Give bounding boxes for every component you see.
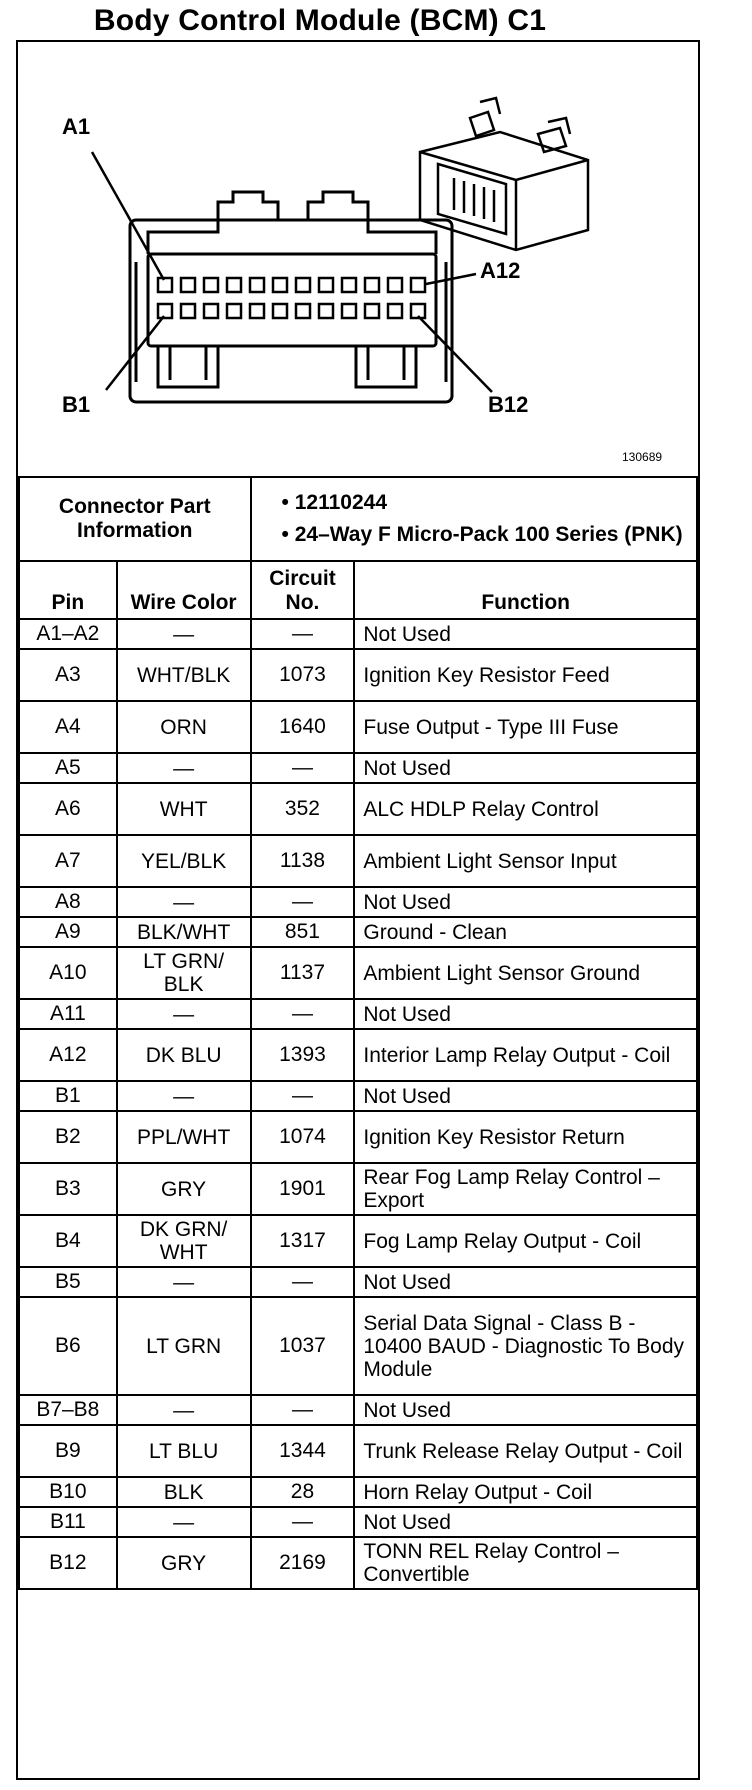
cell-function: Rear Fog Lamp Relay Control – Export xyxy=(354,1163,697,1215)
pin-cavities xyxy=(158,278,425,318)
cell-pin: B10 xyxy=(19,1477,117,1507)
label-b1: B1 xyxy=(62,392,91,417)
connector-type: • 24–Way F Micro-Pack 100 Series (PNK) xyxy=(281,523,683,546)
cell-circuit: 851 xyxy=(251,917,355,947)
cell-circuit: — xyxy=(251,753,355,783)
col-wire-color: Wire Color xyxy=(117,561,251,619)
cell-circuit: 1317 xyxy=(251,1215,355,1267)
connector-sheet xyxy=(16,40,700,1780)
cell-circuit: — xyxy=(251,1507,355,1537)
cell-pin: A5 xyxy=(19,753,117,783)
cell-circuit: 1393 xyxy=(251,1029,355,1081)
page-title: Body Control Module (BCM) C1 xyxy=(93,4,547,37)
cell-wire-color: BLK xyxy=(117,1477,251,1507)
table-row xyxy=(19,1507,697,1537)
connector-iso-icon xyxy=(420,98,588,250)
table-row xyxy=(19,887,697,917)
cell-pin: B11 xyxy=(19,1507,117,1537)
cell-circuit: — xyxy=(251,1395,355,1425)
cell-function: Not Used xyxy=(354,619,697,649)
table-row xyxy=(19,619,697,649)
cell-circuit: 1074 xyxy=(251,1111,355,1163)
cell-pin: B3 xyxy=(19,1163,117,1215)
cell-wire-color: GRY xyxy=(117,1537,251,1589)
cell-pin: A1–A2 xyxy=(19,619,117,649)
cell-circuit: — xyxy=(251,1267,355,1297)
cell-pin: A3 xyxy=(19,649,117,701)
cell-function: Fuse Output - Type III Fuse xyxy=(354,701,697,753)
table-row xyxy=(19,701,697,753)
cell-pin: B4 xyxy=(19,1215,117,1267)
cell-function: Not Used xyxy=(354,753,697,783)
cell-wire-color: — xyxy=(117,887,251,917)
pinout-rows xyxy=(19,619,697,1589)
cell-wire-color: WHT xyxy=(117,783,251,835)
table-row xyxy=(19,1425,697,1477)
table-row xyxy=(19,649,697,701)
cell-pin: A7 xyxy=(19,835,117,887)
cell-wire-color: LT GRN/ BLK xyxy=(117,947,251,999)
cell-function: Fog Lamp Relay Output - Coil xyxy=(354,1215,697,1267)
cell-function: Horn Relay Output - Coil xyxy=(354,1477,697,1507)
connector-info-values xyxy=(251,477,697,561)
cell-function: Not Used xyxy=(354,1507,697,1537)
table-row xyxy=(19,753,697,783)
table-row xyxy=(19,1111,697,1163)
cell-wire-color: LT BLU xyxy=(117,1425,251,1477)
table-row xyxy=(19,1029,697,1081)
cell-pin: A12 xyxy=(19,1029,117,1081)
cell-function: Serial Data Signal - Class B - 10400 BAUD - Diagnostic To Body Module xyxy=(354,1297,697,1395)
cell-pin: A8 xyxy=(19,887,117,917)
label-a1: A1 xyxy=(62,114,91,139)
cell-wire-color: — xyxy=(117,1081,251,1111)
cell-wire-color: GRY xyxy=(117,1163,251,1215)
cell-circuit: — xyxy=(251,1081,355,1111)
cell-wire-color: WHT/BLK xyxy=(117,649,251,701)
cell-circuit: — xyxy=(251,887,355,917)
cell-pin: B6 xyxy=(19,1297,117,1395)
cell-function: Ignition Key Resistor Feed xyxy=(354,649,697,701)
cell-function: TONN REL Relay Control – Convertible xyxy=(354,1537,697,1589)
cell-function: Interior Lamp Relay Output - Coil xyxy=(354,1029,697,1081)
cell-function: Not Used xyxy=(354,1267,697,1297)
cell-function: Not Used xyxy=(354,887,697,917)
col-pin: Pin xyxy=(19,561,117,619)
cell-wire-color: LT GRN xyxy=(117,1297,251,1395)
table-row xyxy=(19,835,697,887)
cell-function: Ambient Light Sensor Input xyxy=(354,835,697,887)
cell-function: Trunk Release Relay Output - Coil xyxy=(354,1425,697,1477)
cell-wire-color: — xyxy=(117,619,251,649)
table-row xyxy=(19,1297,697,1395)
cell-wire-color: YEL/BLK xyxy=(117,835,251,887)
pinout-table xyxy=(18,476,698,1590)
cell-pin: A11 xyxy=(19,999,117,1029)
connector-info-row xyxy=(19,477,697,561)
cell-wire-color: — xyxy=(117,999,251,1029)
cell-pin: A10 xyxy=(19,947,117,999)
cell-circuit: — xyxy=(251,999,355,1029)
cell-circuit: 1640 xyxy=(251,701,355,753)
table-row xyxy=(19,1163,697,1215)
cell-circuit: 1344 xyxy=(251,1425,355,1477)
cell-wire-color: — xyxy=(117,1267,251,1297)
cell-circuit: 2169 xyxy=(251,1537,355,1589)
connector-diagram xyxy=(18,42,698,478)
cell-circuit: — xyxy=(251,619,355,649)
cell-function: Not Used xyxy=(354,999,697,1029)
cell-function: Ambient Light Sensor Ground xyxy=(354,947,697,999)
table-row xyxy=(19,1395,697,1425)
connector-info-label: Connector Part Information xyxy=(19,477,251,561)
cell-wire-color: ORN xyxy=(117,701,251,753)
connector-face-drawing xyxy=(18,42,698,476)
table-row xyxy=(19,947,697,999)
figure-ref-number: 130689 xyxy=(622,450,663,464)
table-row xyxy=(19,1267,697,1297)
table-row xyxy=(19,1537,697,1589)
cell-pin: B5 xyxy=(19,1267,117,1297)
cell-function: Ignition Key Resistor Return xyxy=(354,1111,697,1163)
cell-pin: B7–B8 xyxy=(19,1395,117,1425)
cell-wire-color: PPL/WHT xyxy=(117,1111,251,1163)
cell-function: ALC HDLP Relay Control xyxy=(354,783,697,835)
cell-wire-color: — xyxy=(117,1395,251,1425)
part-number: • 12110244 xyxy=(281,491,387,514)
label-a12: A12 xyxy=(480,258,521,283)
cell-circuit: 352 xyxy=(251,783,355,835)
cell-wire-color: BLK/WHT xyxy=(117,917,251,947)
cell-circuit: 1901 xyxy=(251,1163,355,1215)
cell-pin: B2 xyxy=(19,1111,117,1163)
cell-pin: B9 xyxy=(19,1425,117,1477)
cell-pin: A4 xyxy=(19,701,117,753)
cell-wire-color: — xyxy=(117,1507,251,1537)
cell-circuit: 1037 xyxy=(251,1297,355,1395)
cell-pin: B1 xyxy=(19,1081,117,1111)
cell-wire-color: DK GRN/ WHT xyxy=(117,1215,251,1267)
label-b12: B12 xyxy=(488,392,529,417)
cell-circuit: 1073 xyxy=(251,649,355,701)
cell-circuit: 1138 xyxy=(251,835,355,887)
table-row xyxy=(19,999,697,1029)
cell-circuit: 1137 xyxy=(251,947,355,999)
cell-function: Ground - Clean xyxy=(354,917,697,947)
cell-wire-color: DK BLU xyxy=(117,1029,251,1081)
cell-function: Not Used xyxy=(354,1081,697,1111)
cell-circuit: 28 xyxy=(251,1477,355,1507)
cell-pin: A6 xyxy=(19,783,117,835)
table-row xyxy=(19,1081,697,1111)
cell-function: Not Used xyxy=(354,1395,697,1425)
col-circuit: Circuit No. xyxy=(251,561,355,619)
table-row xyxy=(19,783,697,835)
cell-wire-color: — xyxy=(117,753,251,783)
col-function: Function xyxy=(354,561,697,619)
cell-pin: A9 xyxy=(19,917,117,947)
table-row xyxy=(19,1477,697,1507)
table-row xyxy=(19,1215,697,1267)
table-row xyxy=(19,917,697,947)
table-header xyxy=(19,561,697,619)
cell-pin: B12 xyxy=(19,1537,117,1589)
